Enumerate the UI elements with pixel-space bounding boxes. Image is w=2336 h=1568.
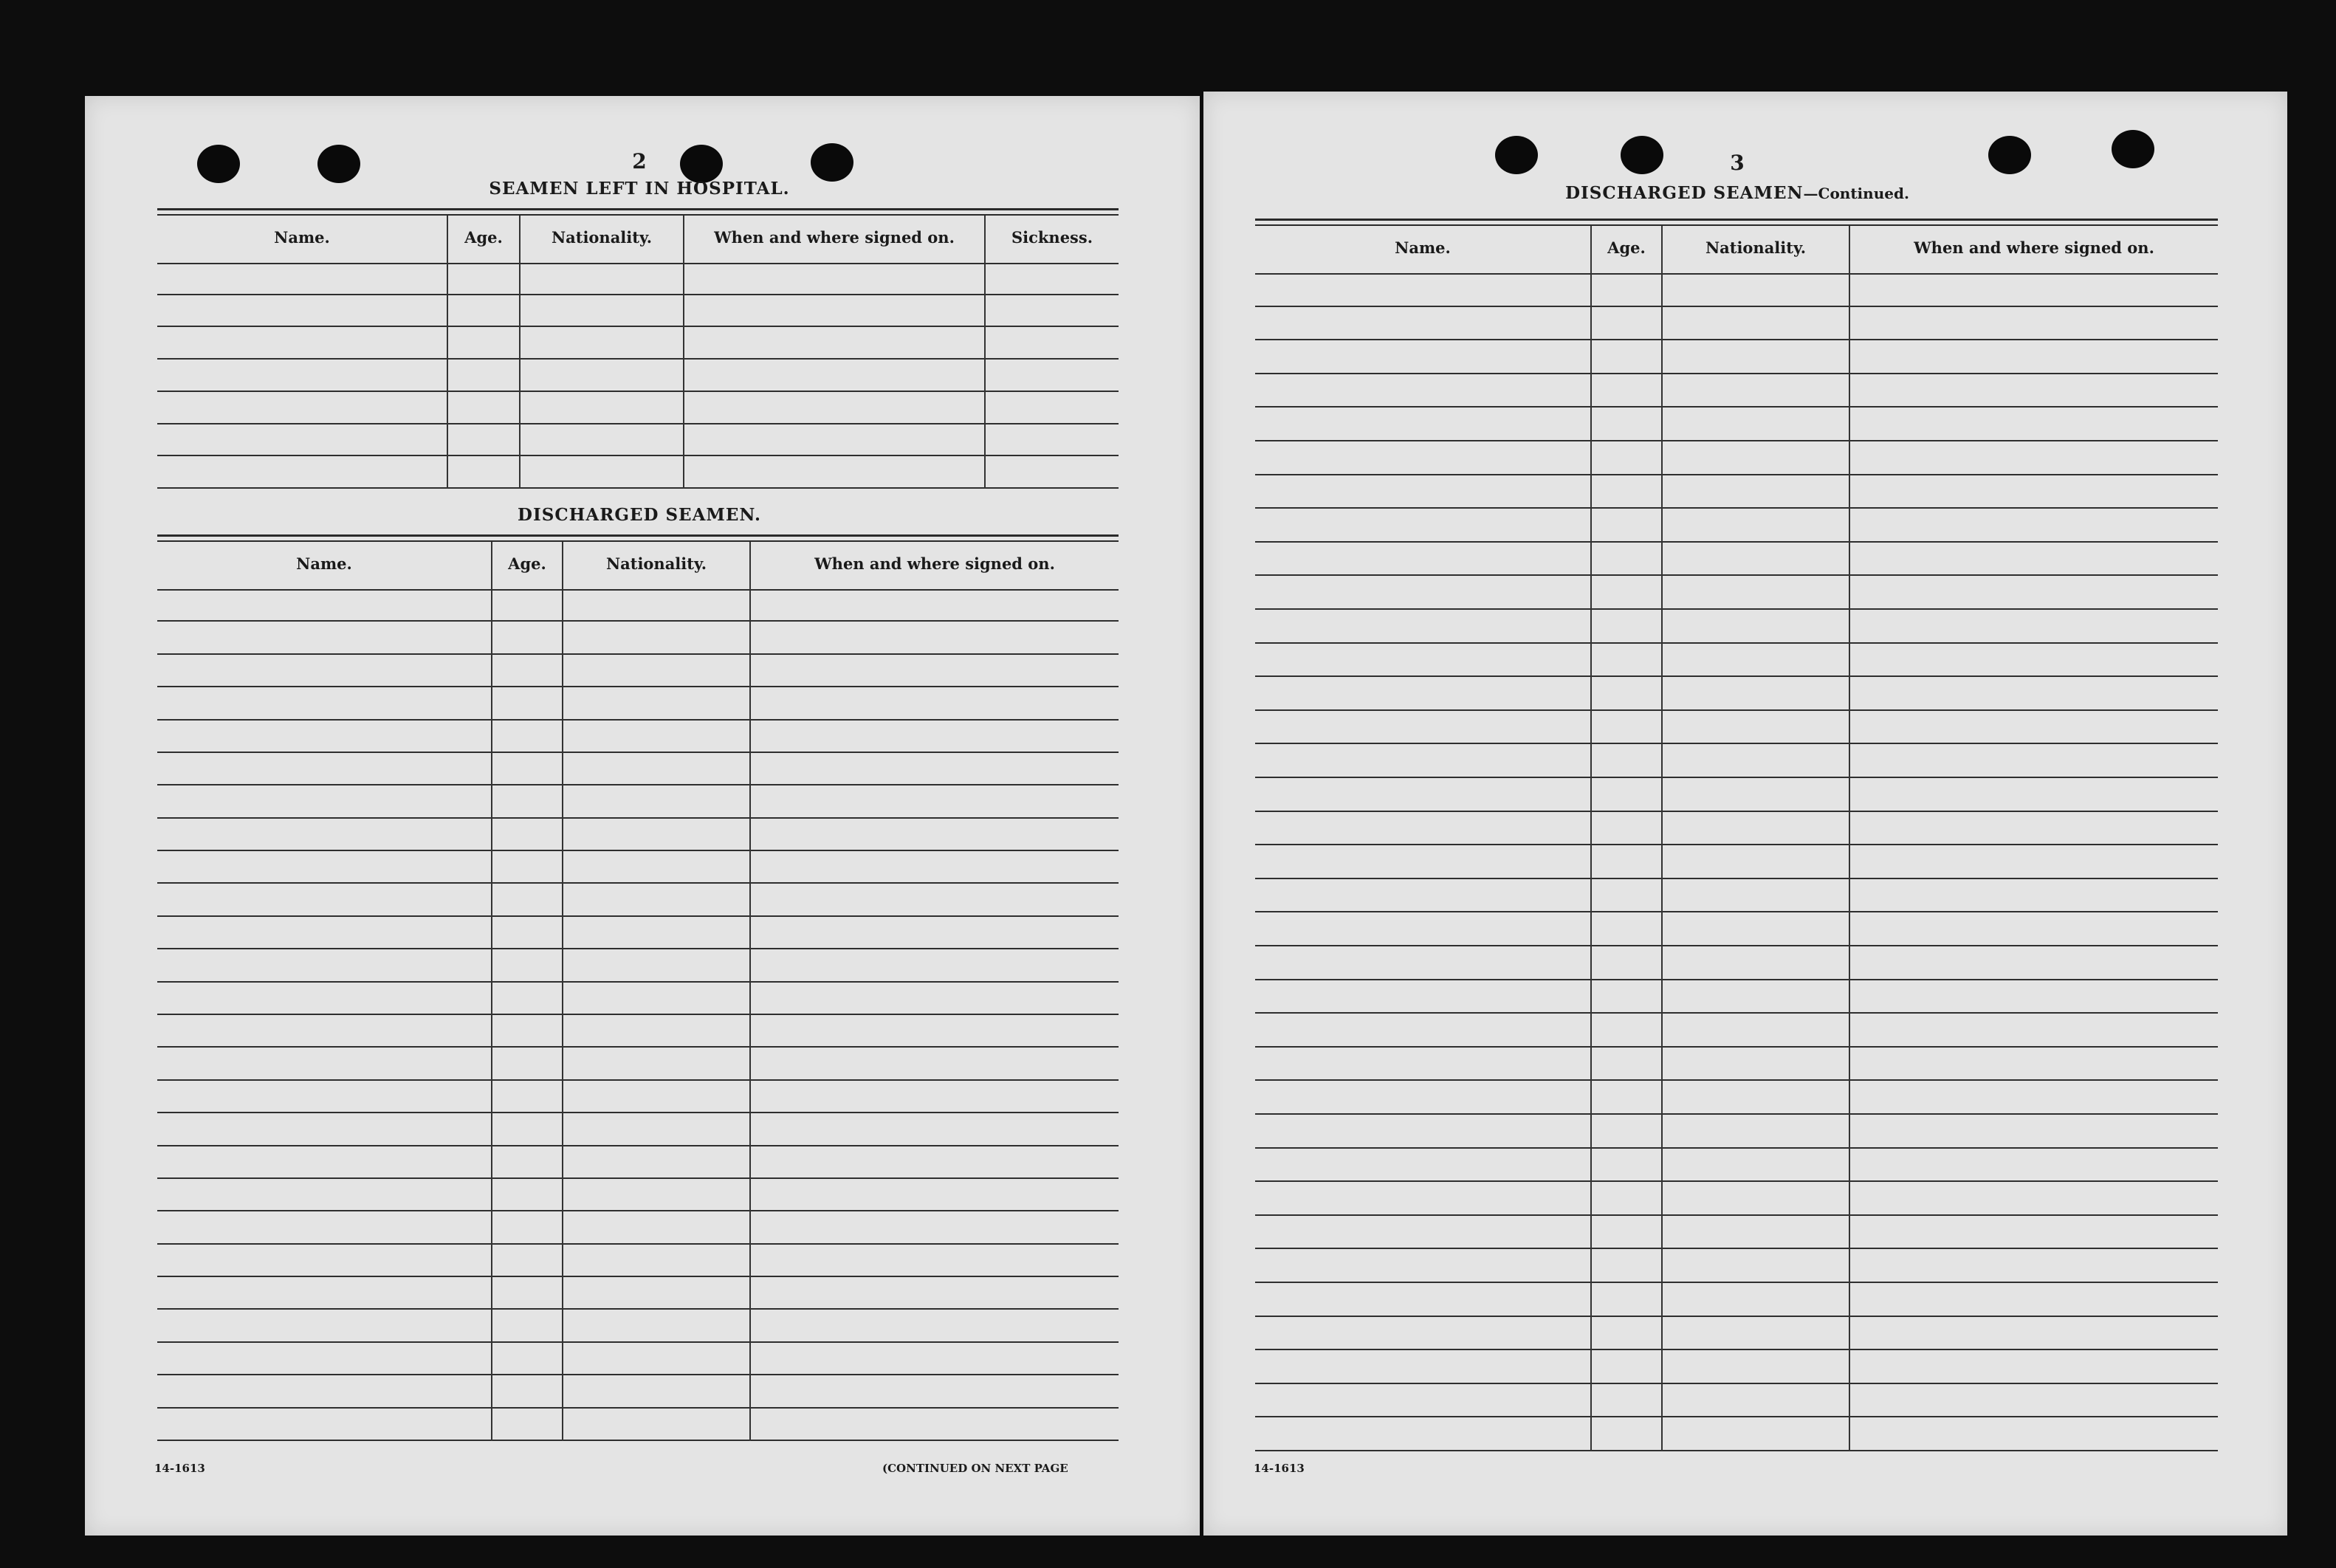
punch-hole <box>1495 136 1538 174</box>
table-row <box>1255 1416 2218 1417</box>
table-row <box>157 358 1119 360</box>
col-header-age: Age. <box>1590 226 1661 273</box>
left-page <box>85 96 1200 1536</box>
table-row <box>157 1079 1119 1081</box>
table-row <box>157 653 1119 655</box>
table-row <box>1255 1046 2218 1048</box>
table-row <box>157 1210 1119 1211</box>
table-row <box>1255 1349 2218 1350</box>
table-row <box>1255 979 2218 980</box>
table-row <box>1255 1450 2218 1451</box>
table-row <box>157 1243 1119 1245</box>
title-main: DISCHARGED SEAMEN <box>1565 183 1804 203</box>
column-divider <box>1849 226 1850 1451</box>
hospital-section-title: SEAMEN LEFT IN HOSPITAL. <box>489 179 790 199</box>
table-row <box>157 1145 1119 1146</box>
table-row <box>157 850 1119 851</box>
table-row <box>1255 743 2218 744</box>
table-row <box>1255 777 2218 778</box>
col-header-name: Name. <box>296 554 352 573</box>
punch-hole <box>811 143 853 182</box>
column-divider <box>519 216 521 489</box>
column-divider <box>984 216 986 489</box>
table-row <box>1255 339 2218 340</box>
table-row <box>157 1341 1119 1343</box>
col-header-age: Age. <box>447 216 519 263</box>
table-row <box>157 817 1119 819</box>
col-header-sickness: Sickness. <box>984 216 1119 263</box>
column-divider <box>1590 226 1592 1451</box>
table-row <box>1255 440 2218 441</box>
table-row <box>1255 1180 2218 1182</box>
table-row <box>1255 945 2218 946</box>
table-row <box>1255 306 2218 307</box>
table-row <box>1255 541 2218 543</box>
page-number: 2 <box>632 149 647 173</box>
form-number: 14-1613 <box>154 1462 205 1475</box>
col-header-name: Name. <box>1395 238 1451 257</box>
column-divider <box>1661 226 1663 1451</box>
column-divider <box>749 542 751 1441</box>
table-row <box>157 1177 1119 1179</box>
discharged-section-title: DISCHARGED SEAMEN. <box>518 505 761 525</box>
column-divider <box>447 216 448 489</box>
rule <box>157 534 1119 537</box>
table-row <box>157 686 1119 687</box>
table-row <box>1255 1214 2218 1216</box>
table-row <box>157 1407 1119 1409</box>
table-row <box>1255 406 2218 408</box>
table-row <box>157 1276 1119 1277</box>
table-row <box>1255 1282 2218 1283</box>
table-row <box>157 1440 1119 1441</box>
page-number: 3 <box>1730 151 1745 175</box>
header-rule <box>1255 273 2218 275</box>
table-row <box>157 455 1119 456</box>
header-rule <box>157 263 1119 264</box>
title-suffix: —Continued. <box>1803 185 1909 202</box>
table-row <box>157 423 1119 424</box>
table-row <box>1255 811 2218 812</box>
table-row <box>1255 1248 2218 1249</box>
table-row <box>157 1308 1119 1310</box>
punch-hole <box>2112 130 2154 168</box>
table-row <box>1255 1113 2218 1115</box>
table-row <box>1255 474 2218 475</box>
column-divider <box>562 542 563 1441</box>
col-header-nationality: Nationality. <box>1661 226 1849 273</box>
table-row <box>1255 1316 2218 1317</box>
page-title <box>1565 183 1909 203</box>
table-row <box>1255 1383 2218 1384</box>
col-header-nationality: Nationality. <box>562 542 749 589</box>
table-row <box>157 752 1119 753</box>
table-row <box>157 719 1119 721</box>
table-row <box>157 1112 1119 1113</box>
table-row <box>1255 507 2218 509</box>
punch-hole <box>1621 136 1663 174</box>
table-row <box>157 915 1119 917</box>
table-row <box>157 882 1119 884</box>
punch-hole <box>680 145 723 183</box>
continued-note: (CONTINUED ON NEXT PAGE <box>882 1462 1068 1475</box>
header-rule <box>157 589 1119 591</box>
table-row <box>1255 878 2218 879</box>
table-row <box>157 1014 1119 1015</box>
table-row <box>1255 642 2218 644</box>
col-header-signed-on: When and where signed on. <box>683 216 984 263</box>
column-divider <box>683 216 684 489</box>
rule <box>157 208 1119 210</box>
punch-hole <box>197 145 240 183</box>
form-number: 14-1613 <box>1254 1462 1305 1475</box>
punch-hole <box>1988 136 2031 174</box>
table-row <box>157 948 1119 949</box>
table-row <box>1255 373 2218 374</box>
table-row <box>157 981 1119 983</box>
table-row <box>1255 675 2218 677</box>
hospital-table <box>157 216 1119 489</box>
table-row <box>1255 709 2218 711</box>
table-row <box>1255 911 2218 912</box>
table-row <box>1255 574 2218 576</box>
col-header-nationality: Nationality. <box>519 216 683 263</box>
table-row <box>1255 608 2218 610</box>
table-row <box>1255 1147 2218 1149</box>
table-row <box>157 391 1119 392</box>
col-header-signed-on: When and where signed on. <box>749 542 1119 589</box>
table-row <box>157 487 1119 489</box>
punch-hole <box>317 145 360 183</box>
rule <box>1255 219 2218 221</box>
right-page <box>1203 92 2287 1536</box>
table-row <box>157 1046 1119 1048</box>
table-row <box>157 326 1119 327</box>
table-row <box>1255 1012 2218 1014</box>
table-row <box>1255 1079 2218 1081</box>
table-row <box>157 1374 1119 1375</box>
col-header-age: Age. <box>491 542 562 589</box>
discharged-table <box>157 542 1119 1441</box>
column-divider <box>491 542 492 1441</box>
table-row <box>1255 844 2218 845</box>
discharged-continued-table <box>1255 226 2218 1451</box>
table-row <box>157 620 1119 622</box>
col-header-name: Name. <box>274 227 330 247</box>
table-row <box>157 294 1119 295</box>
table-row <box>157 784 1119 785</box>
col-header-signed-on: When and where signed on. <box>1849 226 2218 273</box>
